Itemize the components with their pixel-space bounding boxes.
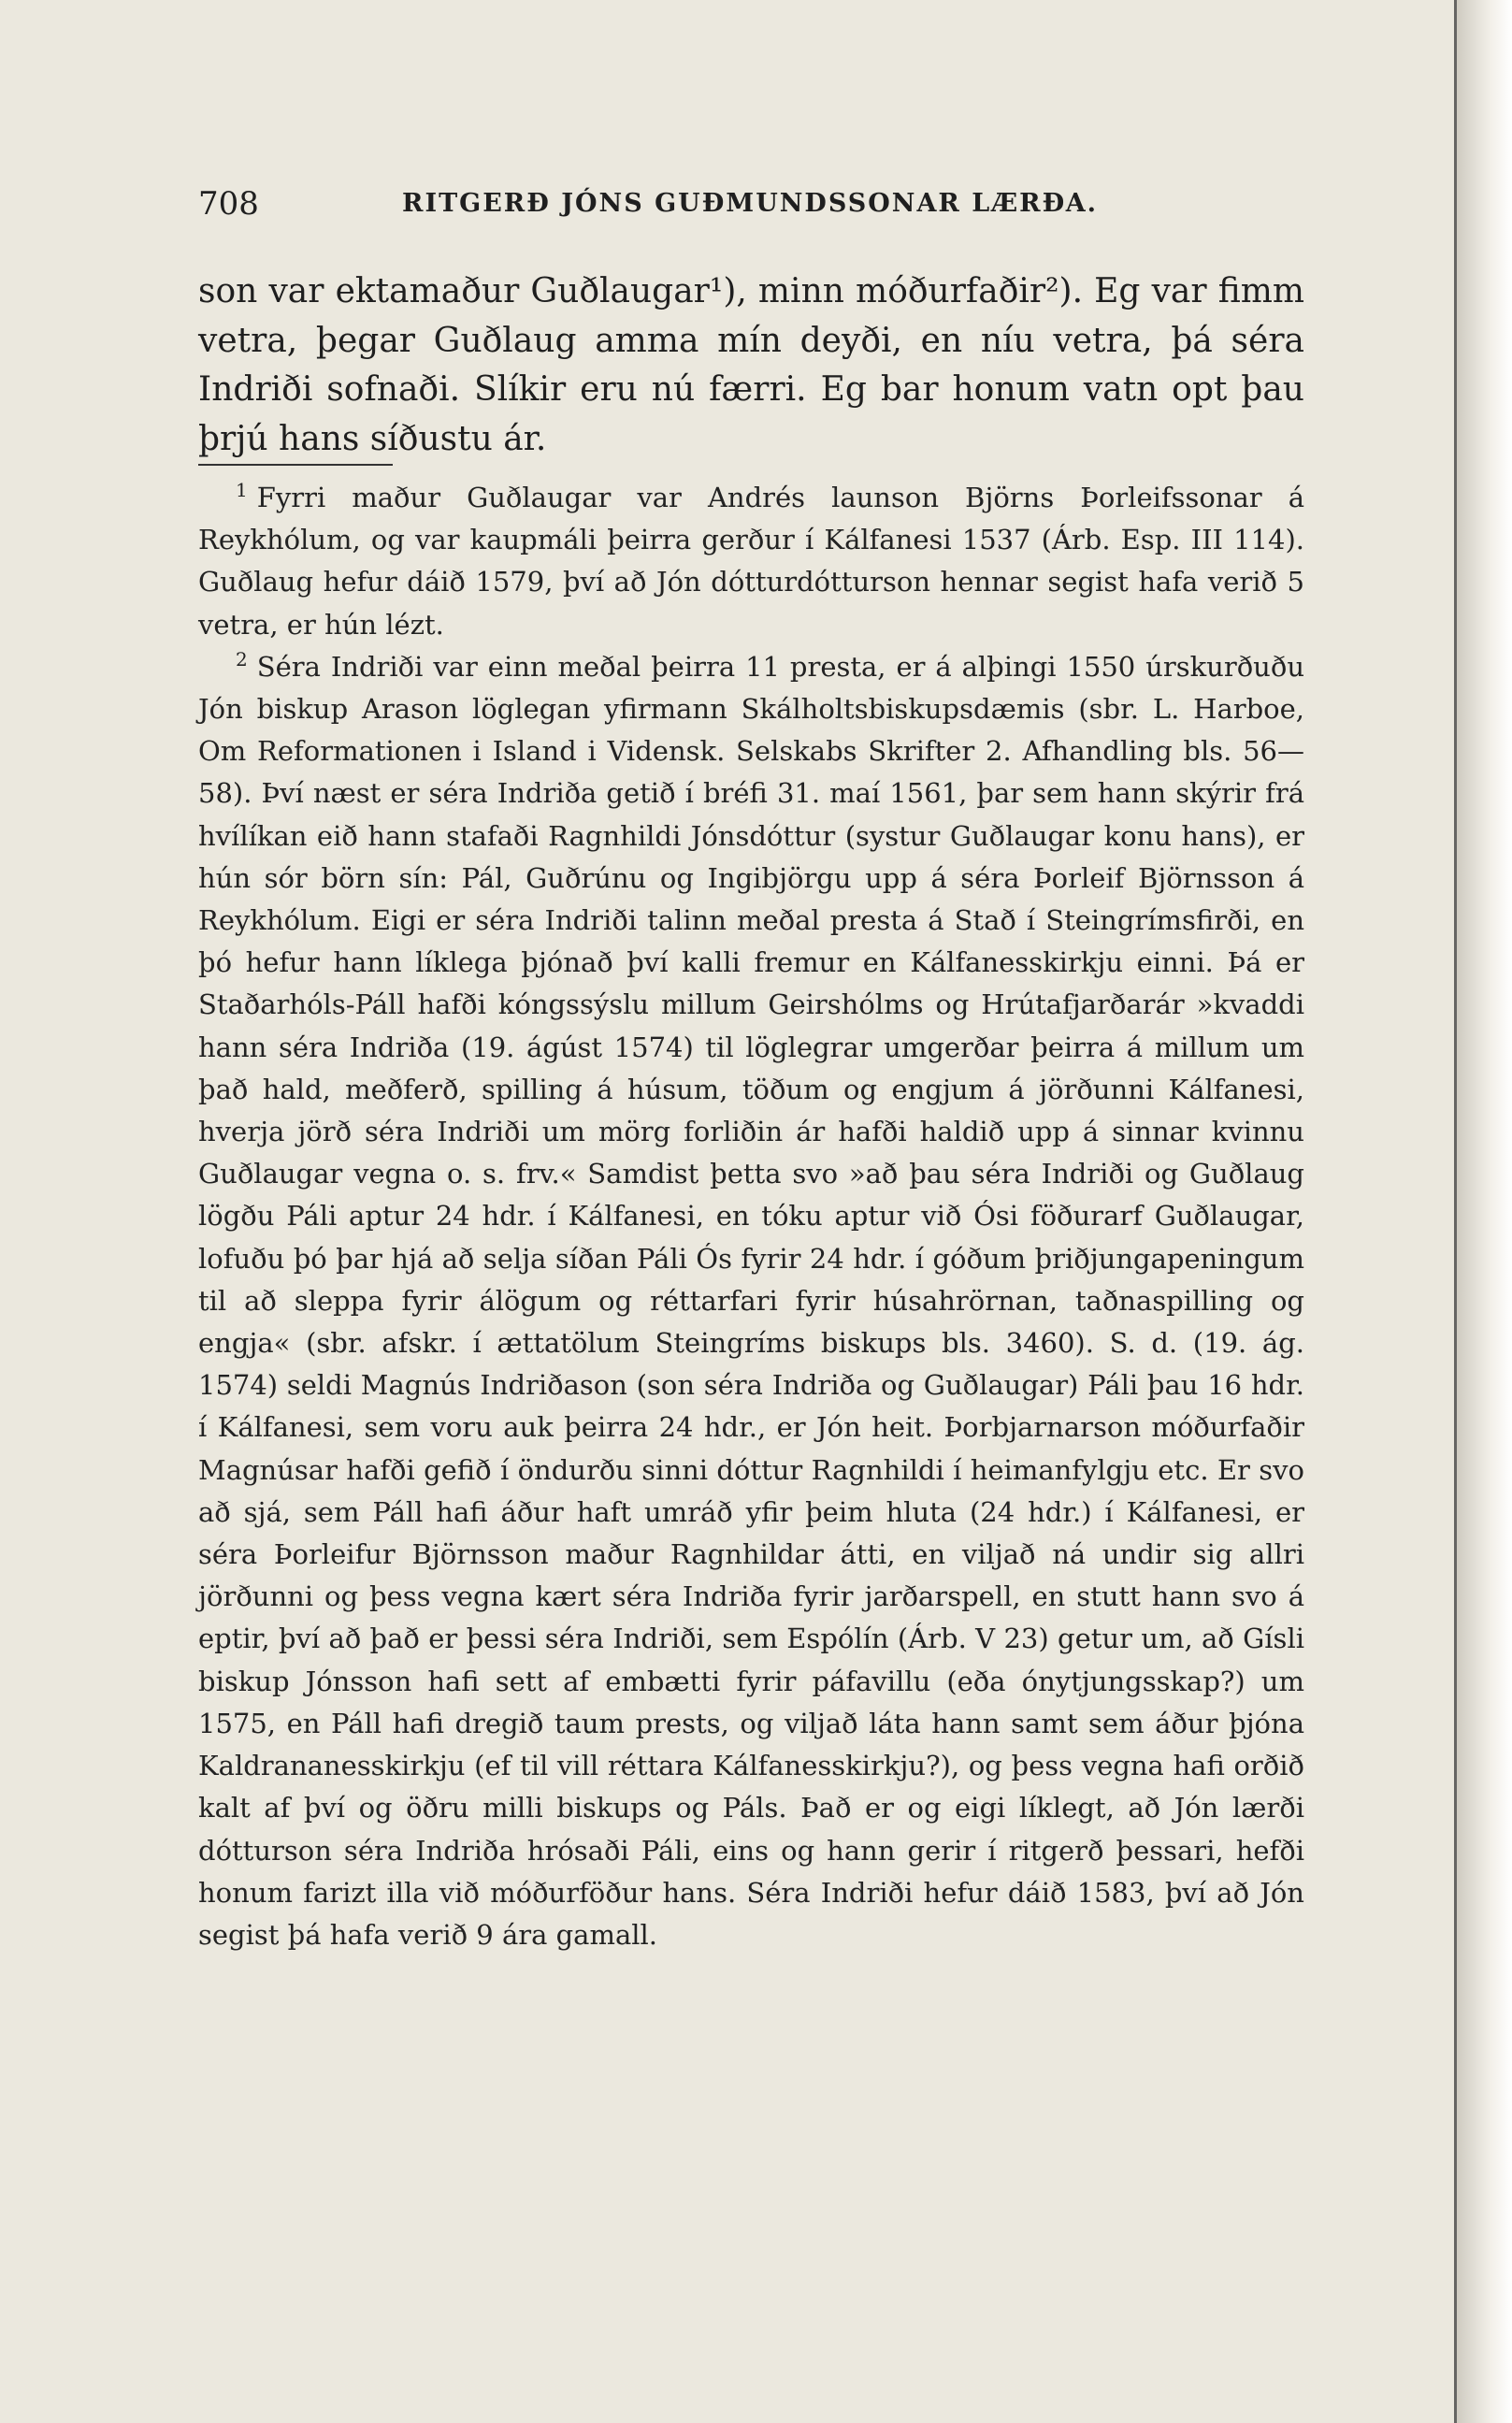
main-paragraph: son var ektamaður Guðlaugar¹), minn móðurfaðir²). Eg var fimm vetra, þegar Guðlaug amma mín deyði, en níu vetra, þá séra Indriði sofnaði. Slíkir eru nú færri. Eg bar honum vatn opt þau þrjú hans síðustu ár. <box>198 272 1304 458</box>
footnote-marker: 1 <box>236 479 248 502</box>
footnote-marker: 2 <box>236 648 248 671</box>
footnote-2 <box>198 646 1304 1956</box>
running-head: RITGERÐ JÓNS GUÐMUNDSSONAR LÆRÐA. <box>402 189 1099 218</box>
footnote-1 <box>198 477 1304 646</box>
page-edge <box>1457 0 1512 2423</box>
footnote-text: Fyrri maður Guðlaugar var Andrés launson Björns Þorleifssonar á Reykhólum, og var kaupmáli þeirra gerður í Kálfanesi 1537 (Árb. Esp. III 114). Guðlaug hefur dáið 1579, því að Jón dótturdótturson hennar segist hafa verið 5 vetra, er hún lézt. <box>198 482 1304 641</box>
footnote-text: Séra Indriði var einn meðal þeirra 11 presta, er á alþingi 1550 úrskurðuðu Jón biskup Arason löglegan yfirmann Skálholtsbiskupsdæmis (sbr. L. Harboe, Om Reformationen i Island i Vidensk. Selskabs Skrifter 2. Afhandling bls. 56—58). Því næst er séra Indriða getið í bréfi 31. maí 1561, þar sem hann skýrir frá hvílíkan eið hann stafaði Ragnhildi Jónsdóttur (systur Guðlaugar konu hans), er hún sór börn sín: Pál, Guðrúnu og Ingibjörgu upp á séra Þorleif Björnsson á Reykhólum. Eigi er séra Indriði talinn meðal presta á Stað í Steingrímsfirði, en þó hefur hann líklega þjónað því kalli fremur en Kálfanesskirkju einni. Þá er Staðarhóls-Páll hafði kóngssýslu millum Geirshólms og Hrútafjarðarár »kvaddi hann séra Indriða (19. ágúst 1574) til löglegrar umgerðar þeirra á millum um það hald, meðferð, spilling á húsum, töðum og engjum á jörðunni Kálfanesi, hverja jörð séra Indriði um mörg forliðin ár hafði haldið upp á sinnar kvinnu Guðlaugar vegna o. s. frv.« Samdist þetta svo »að þau séra Indriði og Guðlaug lögðu Páli aptur 24 hdr. í Kálfanesi, en tóku aptur við Ósi föðurarf Guðlaugar, lofuðu þó þar hjá að selja síðan Páli Ós fyrir 24 hdr. í góðum þriðjungapeningum til að sleppa fyrir álögum og réttarfari fyrir húsahrörnan, taðnaspilling og engja« (sbr. afskr. í ættatölum Steingríms biskups bls. 3460). S. d. (19. ág. 1574) seldi Magnús Indriðason (son séra Indriða og Guðlaugar) Páli þau 16 hdr. í Kálfanesi, sem voru auk þeirra 24 hdr., er Jón heit. Þorbjarnarson móðurfaðir Magnúsar hafði gefið í öndurðu sinni dóttur Ragnhildi í heimanfylgju etc. Er svo að sjá, sem Páll hafi áður haft umráð yfir þeim hluta (24 hdr.) í Kálfanesi, er séra Þorleifur Björnsson maður Ragnhildar átti, en viljað ná undir sig allri jörðunni og þess vegna kært séra Indriða fyrir jarðarspell, en stutt hann svo á eptir, því að það er þessi séra Indriði, sem Espólín (Árb. V 23) getur um, að Gísli biskup Jónsson hafi sett af embætti fyrir páfavillu (eða ónytjungsskap?) um 1575, en Páll hafi dregið taum prests, og viljað láta hann samt sem áður þjóna Kaldrananesskirkju (ef til vill réttara Kálfanesskirkju?), og þess vegna hafi orðið kalt af því og öðru milli biskups og Páls. Það er og eigi líklegt, að Jón lærði dótturson séra Indriða hrósaði Páli, eins og hann gerir í ritgerð þessari, hefði honum farizt illa við móðurföður hans. Séra Indriði hefur dáið 1583, því að Jón segist þá hafa verið 9 ára gamall. <box>198 650 1304 1951</box>
page-header <box>198 185 1354 226</box>
page-number: 708 <box>198 185 259 223</box>
footnotes <box>198 477 1304 1956</box>
footnote-separator <box>198 464 393 466</box>
page-fold-line <box>1454 0 1457 2423</box>
